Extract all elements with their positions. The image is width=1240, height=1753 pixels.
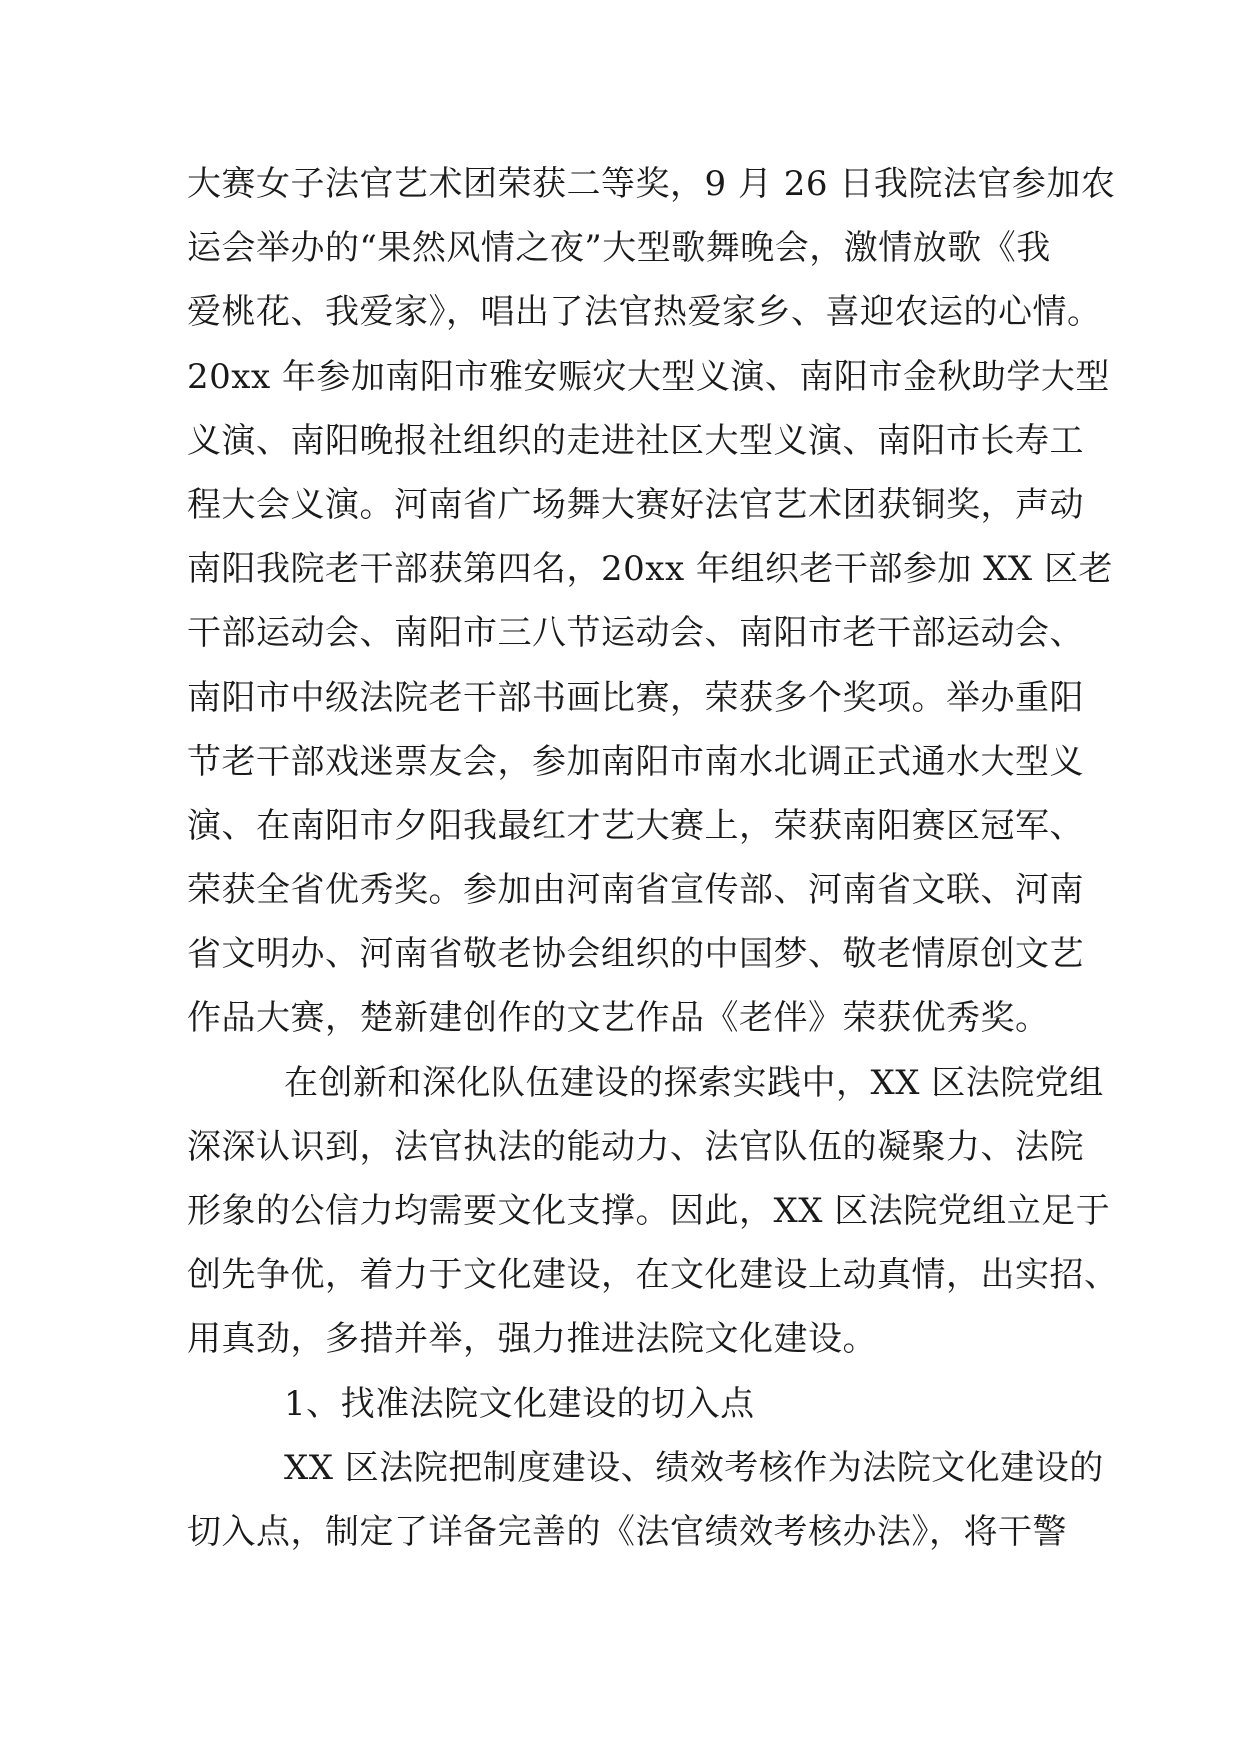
paragraph-start-line: XX 区法院把制度建设、绩效考核作为法院文化建设的 <box>284 1447 1104 1488</box>
paragraph-start-line: 在创新和深化队伍建设的探索实践中，XX 区法院党组 <box>284 1062 1104 1103</box>
text-line: 干部运动会、南阳市三八节运动会、南阳市老干部运动会、 <box>187 613 1084 654</box>
text-line: 切入点，制定了详备完善的《法官绩效考核办法》，将干警 <box>187 1511 1067 1552</box>
text-line: 用真劲，多措并举，强力推进法院文化建设。 <box>187 1319 877 1360</box>
body-text <box>187 152 1119 1564</box>
text-line: 作品大赛，楚新建创作的文艺作品《老伴》荣获优秀奖。 <box>187 998 1050 1039</box>
text-line: 荣获全省优秀奖。参加由河南省宣传部、河南省文联、河南 <box>187 870 1084 911</box>
text-line: 南阳我院老干部获第四名，20xx 年组织老干部参加 XX 区老 <box>187 549 1113 590</box>
text-line: 南阳市中级法院老干部书画比赛，荣获多个奖项。举办重阳 <box>187 677 1084 718</box>
text-line: 程大会义演。河南省广场舞大赛好法官艺术团获铜奖，声动 <box>187 484 1084 525</box>
text-line: 形象的公信力均需要文化支撑。因此，XX 区法院党组立足于 <box>187 1191 1111 1231</box>
text-line: 爱桃花、我爱家》，唱出了法官热爱家乡、喜迎农运的心情。 <box>187 292 1102 333</box>
section-heading: 1、找准法院文化建设的切入点 <box>284 1383 755 1424</box>
text-line: 义演、南阳晚报社组织的走进社区大型义演、南阳市长寿工 <box>187 420 1084 461</box>
text-line: 节老干部戏迷票友会，参加南阳市南水北调正式通水大型义 <box>187 741 1084 782</box>
text-line: 省文明办、河南省敬老协会组织的中国梦、敬老情原创文艺 <box>187 934 1084 975</box>
text-line: 演、在南阳市夕阳我最红才艺大赛上，荣获南阳赛区冠军、 <box>187 805 1084 846</box>
text-line: 深深认识到，法官执法的能动力、法官队伍的凝聚力、法院 <box>187 1126 1084 1167</box>
text-line: 创先争优，着力于文化建设，在文化建设上动真情，出实招、 <box>187 1255 1119 1296</box>
text-line: 20xx 年参加南阳市雅安赈灾大型义演、南阳市金秋助学大型 <box>187 356 1110 397</box>
text-line: 运会举办的“果然风情之夜”大型歌舞晚会，激情放歌《我 <box>187 228 1051 269</box>
text-line: 大赛女子法官艺术团荣获二等奖，9 月 26 日我院法官参加农 <box>187 164 1116 204</box>
